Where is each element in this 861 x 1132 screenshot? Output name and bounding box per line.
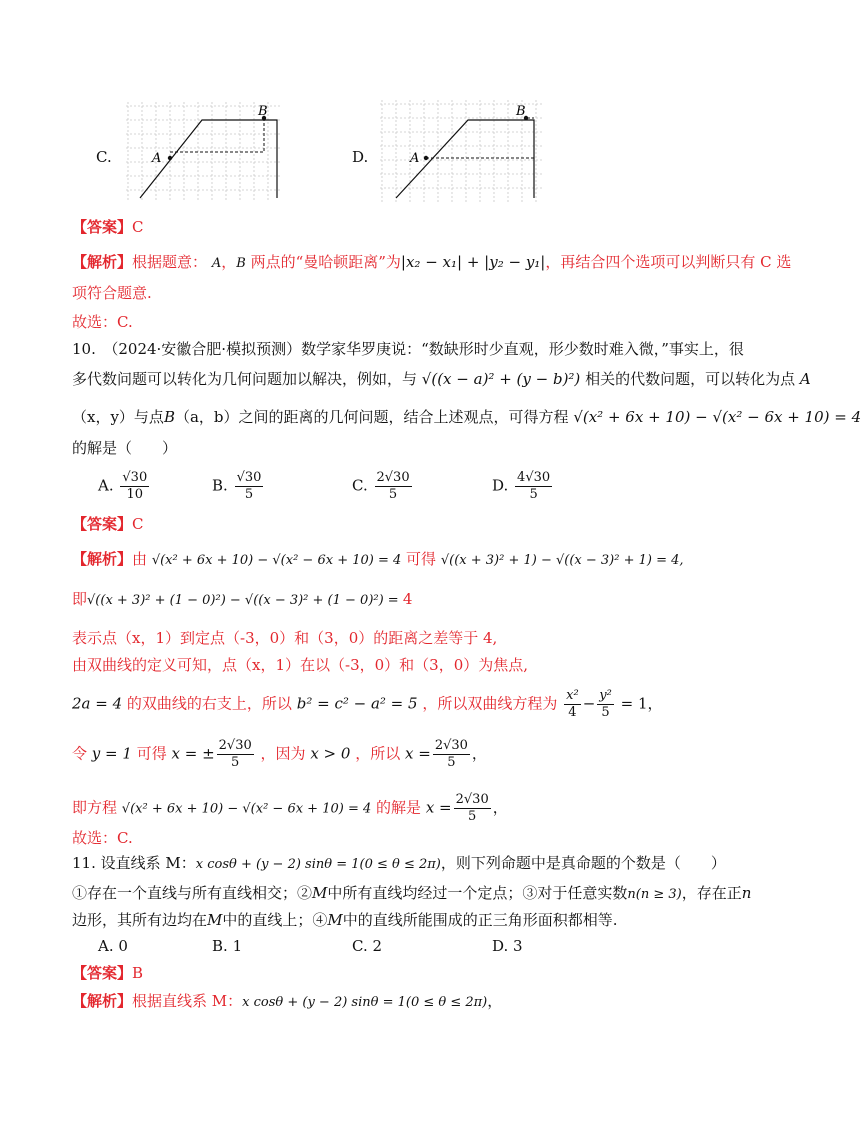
q10-option-a: [98, 470, 151, 503]
stem-text: ，则下列命题中是真命题的个数是（ ）: [440, 854, 726, 872]
q10-analysis-line-3: 表示点（x，1）到定点（-3，0）和（3，0）的距离之差等于 4,: [72, 629, 498, 647]
fraction-denominator: 5: [447, 755, 456, 770]
punctuation: ，: [492, 798, 508, 817]
q11-stem-line-2: [72, 882, 751, 906]
equation: √((x + 3)² + 1) − √((x − 3)² + 1) = 4,: [440, 553, 684, 568]
analysis-text: 由: [132, 550, 148, 568]
analysis-text: 的双曲线的右支上，所以: [126, 694, 292, 713]
option-label: C.: [352, 937, 368, 955]
analysis-text: ，再结合四个选项可以判断只有 C 选: [545, 253, 792, 271]
point-b: B: [163, 408, 175, 426]
q9-analysis-line-1: 【解析】根据题意： A，B 两点的“曼哈顿距离”为|x₂ − x₁| + |y₂ − y₁|，再结合四个选项可以判断只有 C 选: [72, 253, 792, 271]
stem-text: 11. 设直线系 M：: [72, 854, 196, 872]
option-value: 1: [232, 937, 243, 955]
equation: b² = c² − a² = 5: [296, 694, 418, 713]
fraction-numerator: 2√30: [434, 738, 468, 753]
q10-option-b: [212, 470, 265, 503]
stem-text: （a，b）之间的距离的几何问题，结合上述观点，可得方程: [174, 408, 569, 426]
point-a: A: [799, 370, 811, 388]
math-symbol: n: [741, 884, 752, 902]
answer-value: C: [132, 218, 144, 236]
q9-conclusion: 故选：C.: [72, 313, 133, 331]
punctuation: ，: [471, 744, 487, 763]
option-numerator: √30: [236, 470, 262, 485]
stem-text: ①存在一个直线与所有直线相交；②: [72, 884, 313, 902]
point-a: A: [211, 256, 222, 271]
equation: x =: [425, 798, 452, 817]
fraction-numerator: y²: [599, 688, 612, 703]
analysis-text: ，所以双曲线方程为: [422, 694, 558, 713]
option-value: 3: [513, 937, 523, 955]
option-label: A.: [98, 937, 114, 955]
q11-stem-line-3: [72, 909, 618, 931]
q10-conclusion: 故选：C.: [72, 829, 133, 847]
figure-c-diagram: [122, 100, 282, 202]
option-numerator: √30: [122, 470, 148, 485]
fraction-numerator: x²: [566, 688, 579, 703]
figure-d-label-a: A: [410, 151, 420, 166]
line-system-equation: x cosθ + (y − 2) sinθ = 1(0 ≤ θ ≤ 2π): [242, 995, 488, 1010]
answer-tag: 【答案】: [72, 515, 133, 533]
answer-value: B: [132, 964, 144, 982]
answer-tag: 【答案】: [72, 218, 133, 236]
figure-c-label-b: B: [258, 104, 268, 119]
option-value: 2: [372, 937, 383, 955]
equation: x > 0: [310, 744, 351, 763]
analysis-tag: 【解析】: [72, 550, 133, 568]
line-system-equation: x cosθ + (y − 2) sinθ = 1(0 ≤ θ ≤ 2π): [195, 857, 441, 872]
fraction-denominator: 5: [468, 809, 477, 824]
fraction-denominator: 4: [568, 705, 577, 720]
fraction-denominator: 5: [601, 705, 610, 720]
equation: = 1，: [620, 694, 663, 713]
stem-text: 中所有直线均经过一个定点；③对于任意实数: [327, 884, 628, 902]
answer-value: C: [132, 515, 144, 533]
stem-text: 多代数问题可以转化为几何问题加以解决，例如，与: [72, 370, 418, 388]
analysis-text: 两点的“曼哈顿距离”为: [250, 253, 401, 271]
q10-analysis-line-7: [72, 792, 508, 825]
option-denominator: 10: [126, 487, 144, 502]
q9-answer: [72, 216, 144, 238]
analysis-text: 的解是: [376, 798, 422, 817]
stem-text: （x，y）与点: [72, 408, 164, 426]
q10-analysis-line-2: [72, 588, 412, 612]
q11-answer: [72, 962, 143, 984]
option-numerator: 4√30: [517, 470, 551, 485]
q10-stem-line-3: [72, 406, 861, 428]
distance-formula: √((x − a)² + (y − b)²): [421, 370, 581, 388]
figure-c-label-a: A: [152, 151, 162, 166]
fraction-numerator: 2√30: [455, 792, 489, 807]
q9-analysis-line-2: 项符合题意.: [72, 284, 152, 302]
analysis-text: 4: [402, 590, 413, 608]
figure-d-diagram: [378, 100, 548, 204]
equation: √(x² + 6x + 10) − √(x² − 6x + 10) = 4: [573, 408, 861, 426]
point-b: B: [236, 256, 246, 271]
option-label: C.: [352, 476, 368, 495]
equation: x =: [405, 744, 431, 763]
option-value: 0: [118, 937, 128, 955]
math-symbol: M: [327, 911, 343, 929]
stem-text: 中的直线所能围成的正三角形面积都相等.: [342, 911, 618, 929]
equation: 2a = 4: [72, 694, 123, 713]
option-label: B.: [212, 476, 228, 495]
stem-text: ，存在正: [681, 884, 742, 902]
q10-stem-line-1: 10. （2024·安徽合肥·模拟预测）数学家华罗庚说：“数缺形时少直观，形少数时难入微，”事实上，很: [72, 340, 744, 358]
analysis-text: ，所以: [355, 744, 401, 763]
figure-d-option-label: D.: [352, 148, 369, 166]
analysis-text: 根据直线系 M：: [132, 992, 243, 1010]
q11-option-b: [212, 935, 242, 957]
analysis-text: 可得: [406, 550, 437, 568]
option-numerator: 2√30: [376, 470, 410, 485]
answer-tag: 【答案】: [72, 964, 133, 982]
q10-analysis-line-1: [72, 548, 684, 572]
figure-d-label-b: B: [516, 104, 526, 119]
figure-c-option-label: C.: [96, 148, 112, 166]
math-symbol: M: [207, 911, 223, 929]
equation: √(x² + 6x + 10) − √(x² − 6x + 10) = 4: [151, 553, 402, 568]
q10-analysis-line-6: [72, 738, 487, 771]
fraction-numerator: 2√30: [218, 738, 252, 753]
analysis-tag: 【解析】: [72, 992, 133, 1010]
analysis-text: 即方程: [72, 798, 118, 817]
stem-text: 边形，其所有边均在: [72, 911, 208, 929]
manhattan-formula: |x₂ − x₁| + |y₂ − y₁|: [400, 253, 546, 271]
math-symbol: M: [312, 884, 328, 902]
option-label: D.: [492, 476, 509, 495]
option-label: B.: [212, 937, 228, 955]
option-denominator: 5: [244, 487, 254, 502]
analysis-text: 根据题意：: [132, 253, 208, 271]
q10-option-c: [352, 470, 414, 503]
analysis-text: ，因为: [260, 744, 306, 763]
analysis-text: 可得: [136, 744, 167, 763]
q10-option-d: [492, 470, 554, 503]
option-label: A.: [98, 476, 114, 495]
option-denominator: 5: [388, 487, 398, 502]
fraction-denominator: 5: [231, 755, 240, 770]
q10-answer: [72, 513, 144, 535]
q10-stem-line-2: [72, 368, 811, 390]
analysis-text: 令: [72, 744, 88, 763]
math-condition: n(n ≥ 3): [627, 887, 682, 902]
analysis-text: 即: [72, 590, 88, 608]
q10-analysis-line-5: 2a = 4 的双曲线的右支上，所以 b² = c² − a² = 5 ，所以双曲线方程为 $\frac{\text{x²}}{4}$ − $\frac{\text{y²}}{5}$ = 1，: [72, 688, 663, 720]
q11-option-a: [98, 935, 128, 957]
equation: √((x + 3)² + (1 − 0)²) − √((x − 3)² + (1 − 0)²) =: [87, 593, 403, 608]
analysis-tag: 【解析】: [72, 253, 133, 271]
option-denominator: 5: [529, 487, 538, 502]
stem-text: 中的直线上；④: [222, 911, 328, 929]
option-label: D.: [492, 937, 509, 955]
q10-analysis-line-4: 由双曲线的定义可知，点（x，1）在以（-3，0）和（3，0）为焦点,: [72, 656, 529, 674]
q11-option-c: [352, 935, 382, 957]
q11-option-d: [492, 935, 523, 957]
equation: y = 1: [91, 744, 132, 763]
q11-stem-line-1: [72, 852, 726, 876]
equation: √(x² + 6x + 10) − √(x² − 6x + 10) = 4: [121, 801, 372, 817]
stem-text: 相关的代数问题，可以转化为点: [585, 370, 796, 388]
q11-analysis-line-1: [72, 990, 502, 1014]
equation: x = ±: [171, 744, 215, 763]
q10-stem-line-4: 的解是（ ）: [72, 439, 178, 457]
punctuation: ，: [487, 992, 503, 1010]
